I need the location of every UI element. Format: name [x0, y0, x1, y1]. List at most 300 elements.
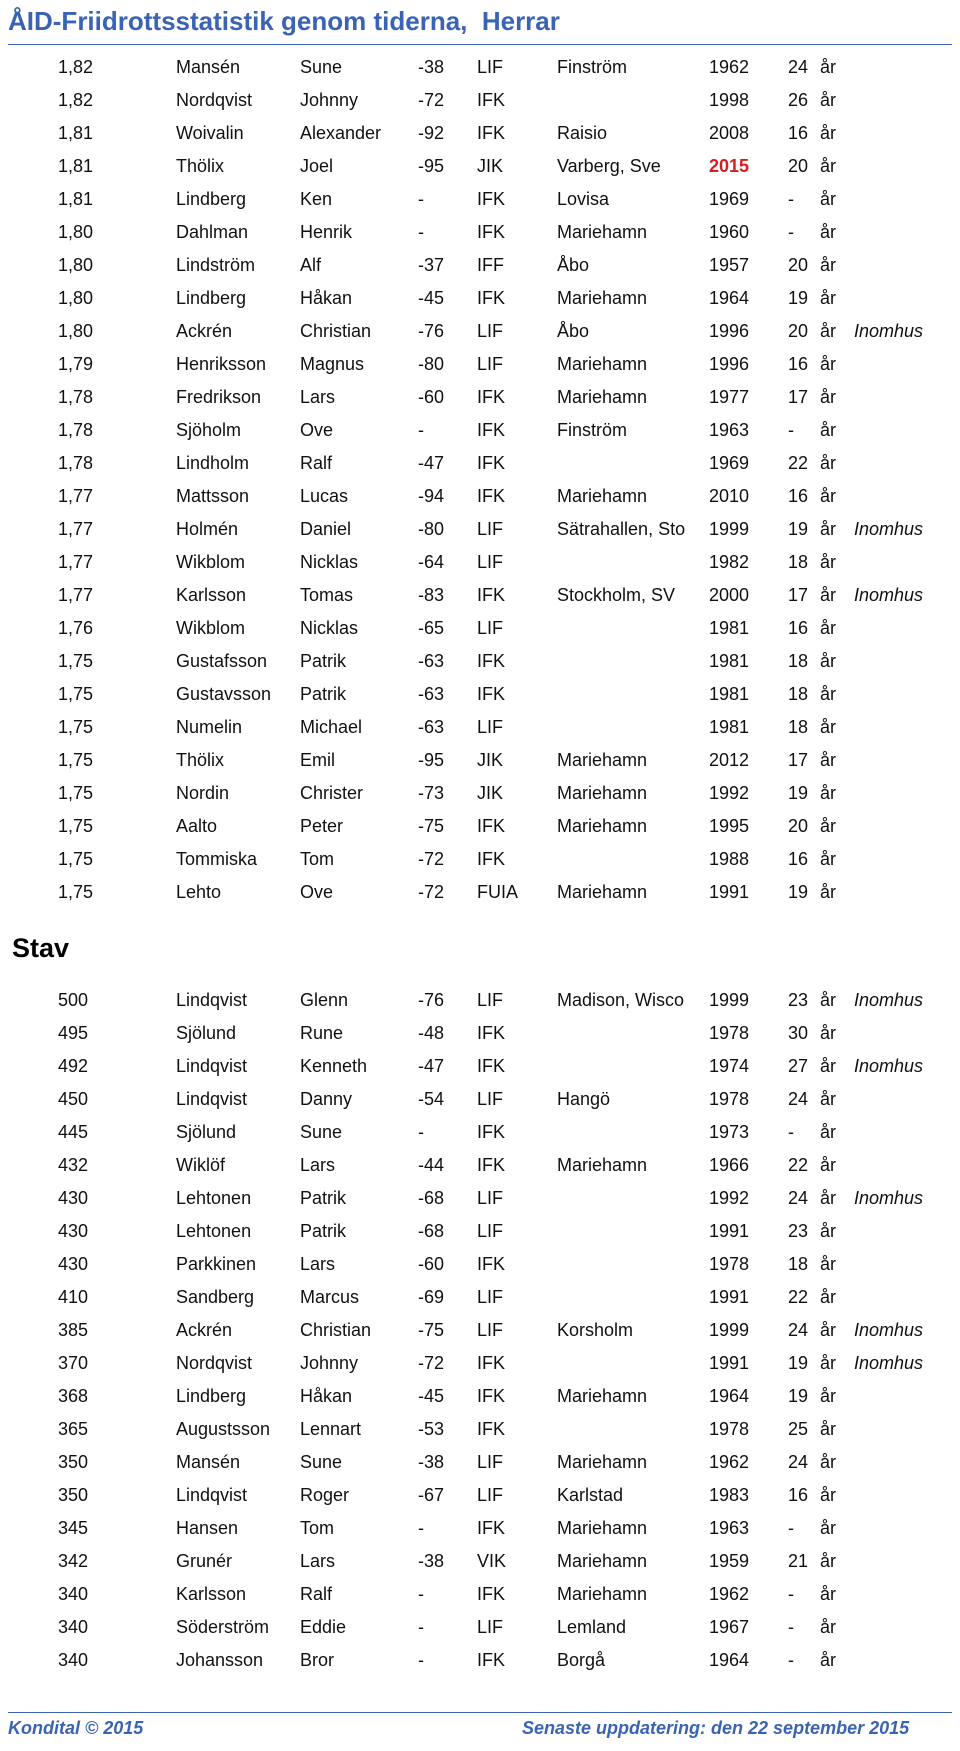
year-cell: 1966 [709, 1155, 750, 1175]
last-name-cell: Johansson [176, 1650, 264, 1670]
first-name-cell: Ralf [300, 1584, 333, 1604]
age-cell: 22 [788, 1287, 809, 1307]
last-name-cell: Lindqvist [176, 990, 248, 1010]
result-cell: 1,80 [58, 255, 94, 275]
year-cell: 1969 [709, 453, 750, 473]
first-name-cell: Kenneth [300, 1056, 368, 1076]
club-cell: IFK [477, 90, 506, 110]
last-name-cell: Grunér [176, 1551, 233, 1571]
first-name-cell: Roger [300, 1485, 350, 1505]
birth-year-cell: -94 [418, 486, 445, 506]
birth-year-cell: -75 [418, 1320, 445, 1340]
club-cell: IFK [477, 1518, 506, 1538]
club-cell: IFK [477, 1386, 506, 1406]
year-cell: 1999 [709, 519, 750, 539]
table-row [0, 480, 960, 513]
club-cell: LIF [477, 1452, 504, 1472]
first-name-cell: Tom [300, 1518, 335, 1538]
last-name-cell: Lindberg [176, 288, 247, 308]
club-cell: IFK [477, 684, 506, 704]
table-row [0, 1281, 960, 1314]
first-name-cell: Ken [300, 189, 333, 209]
age-unit-cell: år [820, 255, 837, 275]
last-name-cell: Wikblom [176, 618, 246, 638]
birth-year-cell: -68 [418, 1221, 445, 1241]
table-row [0, 984, 960, 1017]
year-cell: 1978 [709, 1023, 750, 1043]
club-cell: LIF [477, 1089, 504, 1109]
birth-year-cell: -60 [418, 1254, 445, 1274]
age-cell: 22 [788, 453, 809, 473]
last-name-cell: Mansén [176, 57, 241, 77]
club-cell: IFK [477, 420, 506, 440]
age-unit-cell: år [820, 222, 837, 242]
result-cell: 1,81 [58, 156, 94, 176]
birth-year-cell: -37 [418, 255, 445, 275]
club-cell: IFF [477, 255, 504, 275]
table-row [0, 84, 960, 117]
table-row [0, 1512, 960, 1545]
club-cell: LIF [477, 1485, 504, 1505]
age-unit-cell: år [820, 1221, 837, 1241]
last-name-cell: Numelin [176, 717, 243, 737]
note-cell: Inomhus [854, 321, 924, 341]
last-name-cell: Lindberg [176, 189, 247, 209]
age-cell: 17 [788, 585, 809, 605]
last-name-cell: Mattsson [176, 486, 250, 506]
age-unit-cell: år [820, 1353, 837, 1373]
year-cell: 1981 [709, 684, 750, 704]
age-unit-cell: år [820, 1617, 837, 1637]
venue-cell: Mariehamn [557, 1584, 648, 1604]
year-cell: 1964 [709, 1650, 750, 1670]
age-unit-cell: år [820, 1518, 837, 1538]
first-name-cell: Emil [300, 750, 335, 770]
section-title: Stav [12, 933, 70, 963]
last-name-cell: Lindqvist [176, 1485, 248, 1505]
venue-cell: Korsholm [557, 1320, 634, 1340]
last-name-cell: Parkkinen [176, 1254, 257, 1274]
first-name-cell: Patrik [300, 1221, 347, 1241]
venue-cell: Borgå [557, 1650, 606, 1670]
club-cell: IFK [477, 1419, 506, 1439]
result-cell: 1,81 [58, 189, 94, 209]
club-cell: LIF [477, 321, 504, 341]
birth-year-cell: -54 [418, 1089, 445, 1109]
last-name-cell: Henriksson [176, 354, 267, 374]
venue-cell: Hangö [557, 1089, 611, 1109]
venue-cell: Mariehamn [557, 354, 648, 374]
age-unit-cell: år [820, 1320, 837, 1340]
result-cell: 1,75 [58, 750, 94, 770]
last-name-cell: Ackrén [176, 1320, 233, 1340]
age-unit-cell: år [820, 717, 837, 737]
first-name-cell: Patrik [300, 651, 347, 671]
first-name-cell: Henrik [300, 222, 353, 242]
result-cell: 1,75 [58, 783, 94, 803]
first-name-cell: Christian [300, 321, 372, 341]
year-cell: 1981 [709, 618, 750, 638]
birth-year-cell: -72 [418, 882, 445, 902]
age-unit-cell: år [820, 486, 837, 506]
age-unit-cell: år [820, 1287, 837, 1307]
table-row [0, 1314, 960, 1347]
age-unit-cell: år [820, 552, 837, 572]
table-row [0, 1182, 960, 1215]
birth-year-cell: -80 [418, 354, 445, 374]
age-unit-cell: år [820, 189, 837, 209]
last-name-cell: Lindholm [176, 453, 250, 473]
year-cell: 1996 [709, 354, 750, 374]
year-cell: 1992 [709, 783, 750, 803]
last-name-cell: Woivalin [176, 123, 244, 143]
birth-year-cell: -65 [418, 618, 445, 638]
year-cell: 1996 [709, 321, 750, 341]
last-name-cell: Karlsson [176, 1584, 247, 1604]
club-cell: LIF [477, 618, 504, 638]
result-cell: 370 [58, 1353, 89, 1373]
venue-cell: Mariehamn [557, 486, 648, 506]
age-cell: 26 [788, 90, 809, 110]
venue-cell: Raisio [557, 123, 608, 143]
result-cell: 1,82 [58, 90, 94, 110]
age-cell: 21 [788, 1551, 809, 1571]
first-name-cell: Lars [300, 387, 336, 407]
age-cell: - [788, 420, 794, 440]
last-name-cell: Lindqvist [176, 1089, 248, 1109]
age-cell: - [788, 1650, 794, 1670]
year-cell: 1978 [709, 1254, 750, 1274]
result-cell: 430 [58, 1254, 89, 1274]
last-name-cell: Sjölund [176, 1122, 237, 1142]
result-cell: 445 [58, 1122, 89, 1142]
footer-divider [8, 1712, 952, 1713]
result-cell: 1,79 [58, 354, 94, 374]
age-unit-cell: år [820, 1650, 837, 1670]
club-cell: IFK [477, 288, 506, 308]
age-cell: 20 [788, 816, 809, 836]
first-name-cell: Peter [300, 816, 344, 836]
first-name-cell: Lars [300, 1155, 336, 1175]
result-cell: 1,75 [58, 651, 94, 671]
age-cell: 24 [788, 57, 809, 77]
birth-year-cell: -95 [418, 156, 445, 176]
age-unit-cell: år [820, 1089, 837, 1109]
venue-cell: Mariehamn [557, 882, 648, 902]
birth-year-cell: -44 [418, 1155, 445, 1175]
result-cell: 1,75 [58, 882, 94, 902]
birth-year-cell: -47 [418, 1056, 445, 1076]
club-cell: VIK [477, 1551, 507, 1571]
first-name-cell: Bror [300, 1650, 335, 1670]
birth-year-cell: -67 [418, 1485, 445, 1505]
birth-year-cell: - [418, 420, 424, 440]
birth-year-cell: -83 [418, 585, 445, 605]
birth-year-cell: -63 [418, 651, 445, 671]
age-unit-cell: år [820, 651, 837, 671]
age-unit-cell: år [820, 1254, 837, 1274]
club-cell: JIK [477, 783, 504, 803]
result-cell: 432 [58, 1155, 89, 1175]
birth-year-cell: -63 [418, 717, 445, 737]
birth-year-cell: - [418, 1518, 424, 1538]
first-name-cell: Lucas [300, 486, 349, 506]
last-name-cell: Lindström [176, 255, 256, 275]
birth-year-cell: -92 [418, 123, 445, 143]
club-cell: IFK [477, 486, 506, 506]
age-cell: 23 [788, 990, 809, 1010]
birth-year-cell: - [418, 222, 424, 242]
club-cell: JIK [477, 750, 504, 770]
last-name-cell: Nordqvist [176, 90, 253, 110]
age-unit-cell: år [820, 519, 837, 539]
age-unit-cell: år [820, 1584, 837, 1604]
year-cell: 2000 [709, 585, 750, 605]
venue-cell: Mariehamn [557, 387, 648, 407]
results-table [0, 984, 960, 1677]
age-cell: 17 [788, 750, 809, 770]
table-row [0, 1578, 960, 1611]
last-name-cell: Tommiska [176, 849, 258, 869]
year-cell: 1973 [709, 1122, 750, 1142]
age-unit-cell: år [820, 321, 837, 341]
age-cell: 25 [788, 1419, 809, 1439]
result-cell: 1,78 [58, 420, 94, 440]
venue-cell: Mariehamn [557, 1551, 648, 1571]
age-cell: 27 [788, 1056, 809, 1076]
table-row [0, 1644, 960, 1677]
birth-year-cell: - [418, 1584, 424, 1604]
age-cell: 18 [788, 717, 809, 737]
age-cell: 18 [788, 552, 809, 572]
club-cell: IFK [477, 123, 506, 143]
result-cell: 1,76 [58, 618, 94, 638]
venue-cell: Varberg, Sve [557, 156, 661, 176]
age-cell: 17 [788, 387, 809, 407]
age-unit-cell: år [820, 453, 837, 473]
age-cell: 24 [788, 1452, 809, 1472]
first-name-cell: Marcus [300, 1287, 360, 1307]
age-cell: 23 [788, 1221, 809, 1241]
first-name-cell: Johnny [300, 1353, 359, 1373]
result-cell: 1,80 [58, 321, 94, 341]
year-cell: 1991 [709, 1353, 750, 1373]
age-unit-cell: år [820, 1386, 837, 1406]
last-name-cell: Augustsson [176, 1419, 271, 1439]
first-name-cell: Magnus [300, 354, 365, 374]
venue-cell: Lovisa [557, 189, 610, 209]
table-row [0, 150, 960, 183]
first-name-cell: Eddie [300, 1617, 347, 1637]
table-row [0, 183, 960, 216]
result-cell: 1,77 [58, 552, 94, 572]
club-cell: IFK [477, 222, 506, 242]
year-cell: 1981 [709, 717, 750, 737]
last-name-cell: Mansén [176, 1452, 241, 1472]
birth-year-cell: -76 [418, 990, 445, 1010]
birth-year-cell: -72 [418, 849, 445, 869]
club-cell: IFK [477, 1353, 506, 1373]
birth-year-cell: -48 [418, 1023, 445, 1043]
venue-cell: Åbo [557, 321, 590, 341]
table-row [0, 546, 960, 579]
first-name-cell: Lennart [300, 1419, 362, 1439]
table-row [0, 1545, 960, 1578]
birth-year-cell: -45 [418, 1386, 445, 1406]
year-cell: 1991 [709, 882, 750, 902]
year-cell: 2015 [709, 156, 750, 176]
birth-year-cell: - [418, 1617, 424, 1637]
birth-year-cell: -72 [418, 90, 445, 110]
venue-cell: Mariehamn [557, 816, 648, 836]
club-cell: LIF [477, 990, 504, 1010]
year-cell: 1959 [709, 1551, 750, 1571]
table-row [0, 216, 960, 249]
note-cell: Inomhus [854, 1056, 924, 1076]
age-cell: 18 [788, 1254, 809, 1274]
table-row [0, 1017, 960, 1050]
age-unit-cell: år [820, 1452, 837, 1472]
age-unit-cell: år [820, 849, 837, 869]
club-cell: LIF [477, 552, 504, 572]
age-cell: 19 [788, 882, 809, 902]
age-cell: 19 [788, 519, 809, 539]
year-cell: 1963 [709, 420, 750, 440]
result-cell: 1,77 [58, 486, 94, 506]
first-name-cell: Daniel [300, 519, 352, 539]
age-cell: 20 [788, 255, 809, 275]
result-cell: 1,75 [58, 684, 94, 704]
table-row [0, 1083, 960, 1116]
table-row [0, 1479, 960, 1512]
venue-cell: Mariehamn [557, 1518, 648, 1538]
age-unit-cell: år [820, 990, 837, 1010]
club-cell: IFK [477, 651, 506, 671]
result-cell: 1,81 [58, 123, 94, 143]
table-row [0, 1611, 960, 1644]
result-cell: 385 [58, 1320, 89, 1340]
age-cell: 16 [788, 618, 809, 638]
age-unit-cell: år [820, 1155, 837, 1175]
birth-year-cell: -47 [418, 453, 445, 473]
venue-cell: Finström [557, 57, 628, 77]
note-cell: Inomhus [854, 519, 924, 539]
club-cell: LIF [477, 1287, 504, 1307]
table-row [0, 315, 960, 348]
first-name-cell: Joel [300, 156, 334, 176]
first-name-cell: Glenn [300, 990, 349, 1010]
first-name-cell: Lars [300, 1551, 336, 1571]
age-unit-cell: år [820, 750, 837, 770]
first-name-cell: Danny [300, 1089, 353, 1109]
age-unit-cell: år [820, 1188, 837, 1208]
table-row [0, 1446, 960, 1479]
age-cell: 16 [788, 1485, 809, 1505]
table-row [0, 348, 960, 381]
table-row [0, 843, 960, 876]
first-name-cell: Patrik [300, 1188, 347, 1208]
club-cell: LIF [477, 354, 504, 374]
table-row [0, 381, 960, 414]
last-name-cell: Dahlman [176, 222, 249, 242]
last-name-cell: Gustavsson [176, 684, 272, 704]
last-name-cell: Nordqvist [176, 1353, 253, 1373]
year-cell: 1992 [709, 1188, 750, 1208]
result-cell: 1,82 [58, 57, 94, 77]
table-row [0, 282, 960, 315]
first-name-cell: Sune [300, 1122, 343, 1142]
birth-year-cell: -38 [418, 1452, 445, 1472]
year-cell: 1999 [709, 990, 750, 1010]
last-name-cell: Lehto [176, 882, 222, 902]
age-unit-cell: år [820, 882, 837, 902]
table-row [0, 810, 960, 843]
page-title: ÅID-Friidrottsstatistik genom tiderna, Herrar [8, 6, 560, 36]
birth-year-cell: -69 [418, 1287, 445, 1307]
club-cell: LIF [477, 57, 504, 77]
club-cell: LIF [477, 717, 504, 737]
result-cell: 345 [58, 1518, 89, 1538]
birth-year-cell: -80 [418, 519, 445, 539]
year-cell: 1981 [709, 651, 750, 671]
year-cell: 1988 [709, 849, 750, 869]
year-cell: 1978 [709, 1419, 750, 1439]
last-name-cell: Gustafsson [176, 651, 268, 671]
first-name-cell: Alexander [300, 123, 382, 143]
venue-cell: Mariehamn [557, 750, 648, 770]
footer-copyright: Kondital © 2015 [8, 1718, 144, 1738]
birth-year-cell: - [418, 189, 424, 209]
result-cell: 430 [58, 1221, 89, 1241]
year-cell: 1991 [709, 1221, 750, 1241]
first-name-cell: Rune [300, 1023, 344, 1043]
age-cell: - [788, 222, 794, 242]
club-cell: IFK [477, 1023, 506, 1043]
year-cell: 1962 [709, 1584, 750, 1604]
result-cell: 340 [58, 1617, 89, 1637]
last-name-cell: Wiklöf [176, 1155, 225, 1175]
age-cell: - [788, 1518, 794, 1538]
first-name-cell: Ralf [300, 453, 333, 473]
first-name-cell: Alf [300, 255, 322, 275]
club-cell: IFK [477, 816, 506, 836]
last-name-cell: Fredrikson [176, 387, 262, 407]
first-name-cell: Håkan [300, 288, 353, 308]
venue-cell: Mariehamn [557, 222, 648, 242]
venue-cell: Mariehamn [557, 1386, 648, 1406]
age-unit-cell: år [820, 387, 837, 407]
club-cell: IFK [477, 1056, 506, 1076]
last-name-cell: Sjölund [176, 1023, 237, 1043]
table-row [0, 117, 960, 150]
results-section-high-jump [0, 51, 960, 909]
age-unit-cell: år [820, 354, 837, 374]
year-cell: 1964 [709, 1386, 750, 1406]
table-row [0, 513, 960, 546]
age-cell: 19 [788, 288, 809, 308]
first-name-cell: Nicklas [300, 618, 359, 638]
club-cell: LIF [477, 1221, 504, 1241]
table-row [0, 1149, 960, 1182]
club-cell: LIF [477, 1188, 504, 1208]
birth-year-cell: - [418, 1650, 424, 1670]
club-cell: IFK [477, 1155, 506, 1175]
age-cell: 24 [788, 1320, 809, 1340]
first-name-cell: Håkan [300, 1386, 353, 1406]
year-cell: 1978 [709, 1089, 750, 1109]
table-row [0, 579, 960, 612]
last-name-cell: Thölix [176, 156, 225, 176]
